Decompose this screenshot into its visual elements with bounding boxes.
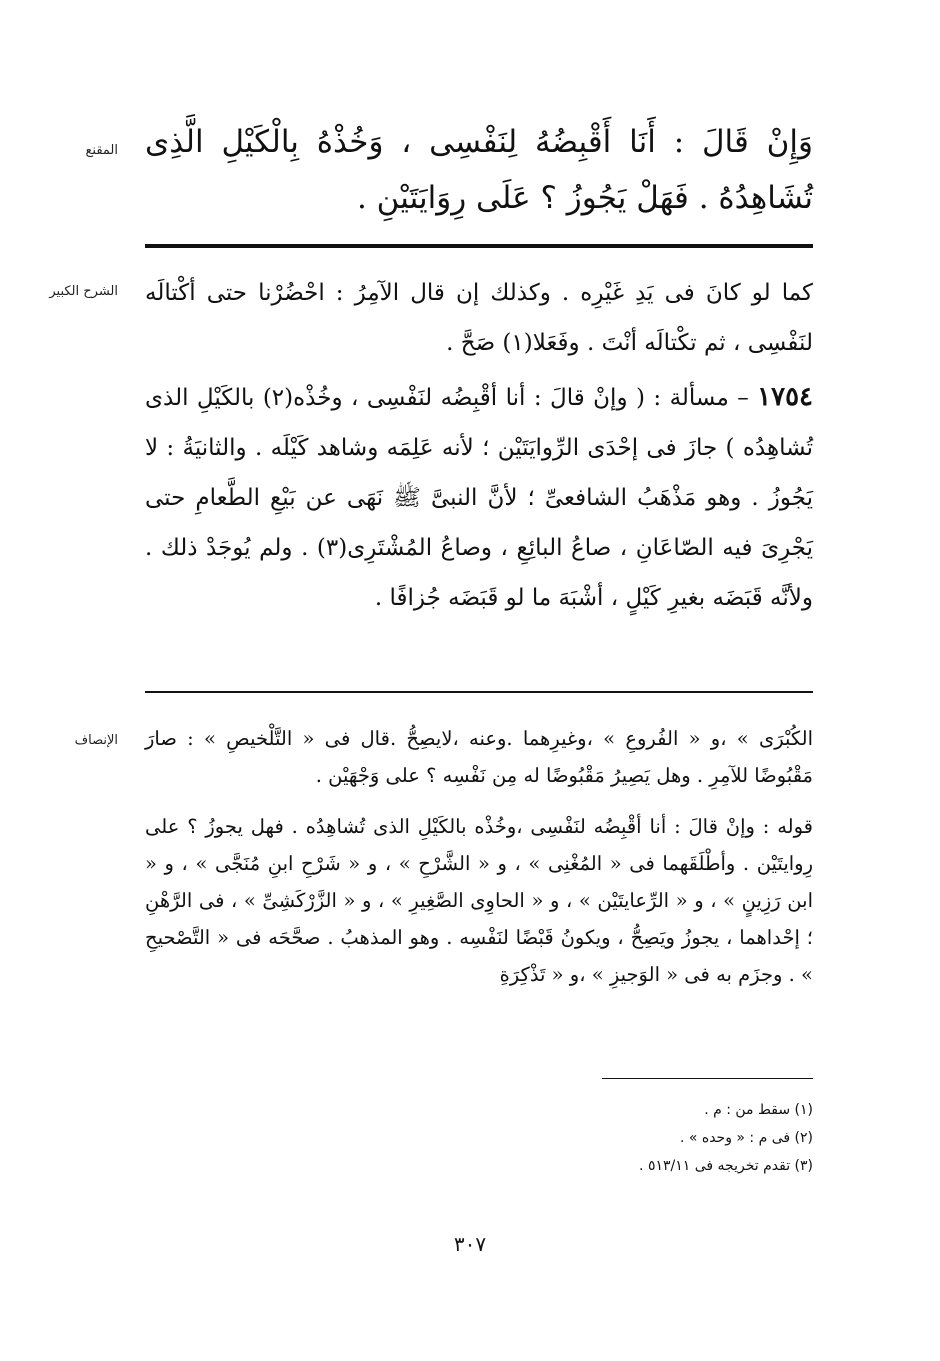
section-divider bbox=[145, 691, 813, 693]
footnote: (١) سقط من : م . bbox=[704, 1102, 813, 1118]
footnote: (٣) تقدم تخريجه فى ٥١٣/١١ . bbox=[639, 1158, 813, 1174]
footnotes bbox=[400, 1096, 813, 1180]
sharh-issue bbox=[145, 372, 813, 623]
footnote-divider bbox=[602, 1078, 813, 1079]
section-divider bbox=[145, 244, 813, 248]
issue-text: – مسألة : ( وإنْ قالَ : أنا أقْبِضُه لنَفْسِى ، وخُذْه(٢) بالكَيْلِ الذى تُشاهِدُه ) جازَ فى إحْدَى الرِّوايَتَيْن ؛ لأنه عَلِمَه وشاهد كَيْلَه . والثانيَةُ : لا يَجُوزُ . وهو مَذْهَبُ الشافعىِّ ؛ لأنَّ النبىَّ ﷺ نَهَى عن بَيْعِ الطَّعامِ حتى يَجْرِىَ فيه الصّاعَانِ ، صاعُ البائِعِ ، وصاعُ المُشْتَرِى(٣) . ولم يُوجَدْ ذلك . ولأنَّه قَبَضَه بغيرِ كَيْلٍ ، أشْبَهَ ما لو قَبَضَه جُزافًا . bbox=[145, 385, 814, 611]
footnote: (٢) فى م : « وحده » . bbox=[679, 1130, 813, 1146]
sharh-text bbox=[145, 268, 813, 623]
label-insaf: الإنصاف bbox=[74, 733, 118, 748]
page-number: ٣٠٧ bbox=[453, 1232, 487, 1256]
sharh-paragraph: كما لو كانَ فى يَدِ غَيْرِه . وكذلك إن قال الآمِرُ : احْضُرْنا حتى أكْتالَه لنَفْسِى ، ثم تكْتالَه أنْتَ . وفَعَلا(١) صَحَّ . bbox=[145, 280, 813, 356]
muqni-text: وَإِنْ قَالَ : أَنَا أَقْبِضُهُ لِنَفْسِى ، وَخُذْهُ بِالْكَيْلِ الَّذِى تُشَاهِدُهُ . فَهَلْ يَجُوزُ ؟ عَلَى رِوَايَتَيْنِ . bbox=[145, 124, 813, 216]
insaf-paragraph: الكُبْرَى » ،و « الفُروعِ » ،وغيرِهما .وعنه ،لايصِحُّ .قال فى « التَّلْخيصِ » : صارَ مَقْبُوضًا للآمِرِ . وهل يَصِيرُ مَقْبُوضًا له مِن نَفْسِه ؟ على وَجْهَيْن . bbox=[145, 727, 813, 787]
insaf-text bbox=[145, 720, 813, 993]
label-muqni: المقنع bbox=[85, 143, 118, 158]
issue-number: ١٧٥٤ bbox=[757, 382, 813, 412]
label-sharh: الشرح الكبير bbox=[49, 284, 118, 299]
insaf-paragraph: قوله : وإنْ قالَ : أنا أقْبِضُه لنَفْسِى ،وخُذْه بالكَيْلِ الذى تُشاهِدُه . فهل يجوزُ ؟ على رِوايتَيْن . وأطْلَقَهما فى « المُغْنِى » ، و « الشَّرْحِ » ، و « شَرْحِ ابنِ مُنَجَّى » ، و « ابن رَزِينٍ » ، و « الرِّعايتَيْن » ، و « الحاوِى الصَّغِيرِ » ، و « الزَّرْكَشِىِّ » ، فى الرَّهْنِ ؛ إحْداهما ، يجوزُ ويَصِحُّ ، ويكونُ قَبْضًا لنَفْسِه . وهو المذهبُ . صحَّحَه فى « التَّصْحيحِ » . وجزَم به فى « الوَجيزِ » ،و « تَذْكِرَةِ bbox=[145, 815, 813, 986]
